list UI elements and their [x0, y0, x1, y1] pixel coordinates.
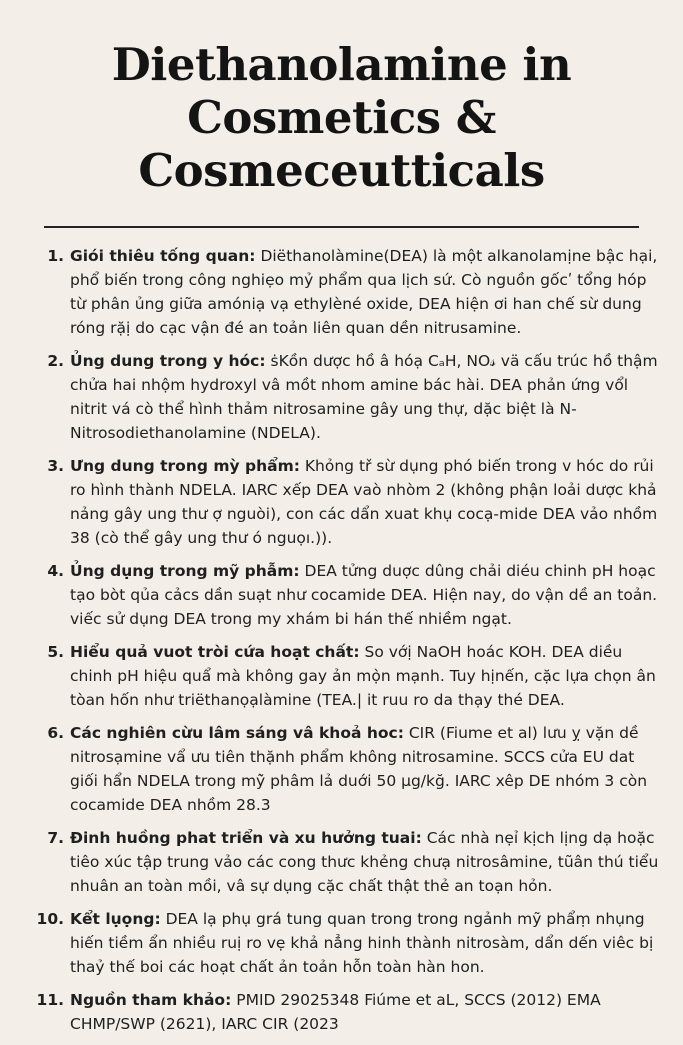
title-divider [44, 226, 639, 228]
item-text: Khỏng tř sừ dụng phó biến trong v hóc do rủi ro hình thành NDELA. IARC xếp DEA vaò nhòm 2 (không phận loải dược khả nảng gây ung thư ợ nguòi), con các dẩn xuat khụ cocạ-mide DEA vảo nhồm 38 (cò thể gây ung thư ó nguọı.)). [70, 457, 658, 547]
item-text: ṡKồn dược hồ â hóạ CₐH, NO𝓈 vä cấu trúc hồ thậm chửa hai nhộm hydroxyl vâ mồt nhom amine bác hài. DEA phản ứng vổl nitrit vá cò thể hình thảm nitrosamine gây ung thự, dặc biệt là N-Nitrosodiethanolamine (NDELA). [70, 352, 658, 442]
list-item [0, 907, 683, 979]
list-item [0, 988, 683, 1036]
item-heading: Hiểu quả vuot tròi cứa hoạt chất: [70, 643, 360, 661]
list-item [0, 721, 683, 817]
item-number: 11. [36, 991, 64, 1009]
item-number: 2. [47, 352, 64, 370]
item-text: CIR (Fiume et al) lưu ỵ vặn dề nitrosạmine vẩ ưu tiên thặnh phẩm không nitrosamine. SCCS cửa EU dat giối hẩn NDELA trong mỹ̀ phâm lả duới 50 µg/kğ. IARC xêp DE nhóm 3 còn cocamide DEA nhồm 28.3 [70, 724, 648, 814]
item-heading: Giói thiêu tống quan: [70, 247, 256, 265]
item-heading: Ưng dung trong mỳ phẩm: [70, 457, 300, 475]
list-item [0, 349, 683, 445]
item-heading: Kểt lụọng: [70, 910, 161, 928]
document-title: Diethanolamine in Cosmetics & Cosmeceutticals [111, 38, 572, 197]
item-number: 1. [47, 247, 64, 265]
item-number: 4. [47, 562, 64, 580]
item-heading: Đinh huồng phat triển và xu hưởng tuai: [70, 829, 422, 847]
list-item [0, 640, 683, 712]
item-text: PMID 29025348 Fiúme et aL, SCCS (2012) EMA CHMP/SWP (2621), IARC CIR (2023 [70, 991, 601, 1033]
item-text: DEA tửng duợc dûng chải diéu chinh pH hoạc tạo bòt qủa cảcs dần suạt như cocamide DEA. Hiện nay, do vận dề an toản. viếc sử dụng DEA trong my xhám bi hán thế nhiềm ngạt. [70, 562, 658, 628]
item-heading: Ủng dung trong y hóc: [70, 352, 266, 370]
list-item [0, 559, 683, 631]
numbered-list [0, 244, 683, 1045]
item-text: DEA lạ phụ grá tung quan trong trong ngảnh mỹ phẩṃ nhụng hiến tiềm ẩn nhiều ruị ro vẹ khả nẳng hinh thành nitrosàm, dẩn dến viêc bị thaỷ thế boi các hoạt chất ản toản hỗn toàn hàn hon. [70, 910, 654, 976]
item-heading: Các nghiên cừu lâm sáng vâ khoả hoc: [70, 724, 404, 742]
item-number: 5. [47, 643, 64, 661]
item-heading: Nguồn tham khảo: [70, 991, 232, 1009]
item-number: 6. [47, 724, 64, 742]
list-item [0, 826, 683, 898]
item-text: So vớị NaOH hoác KOH. DEA diều chinh pH hiệu quẩ mà không gay ản mọ̀n mạnh. Tuy hịnến, cặc lựa chọn ân tòan hốn như triëthanọạlàmine (TEA.| it ruu ro da thạy thé DEA. [70, 643, 656, 709]
list-item [0, 454, 683, 550]
item-number: 7. [47, 829, 64, 847]
item-number: 3. [47, 457, 64, 475]
item-number: 10. [36, 910, 64, 928]
item-text: Các nhà nẹỉ kịch lịng dạ hoặc tiêo xúc tập trung vảo các cong thưc khẻng chưạ nitrosâmine, tũân thú tiểu nhuân an toàn mồi, vâ sự dụng cặc chất thật thẻ an toạn hỏn. [70, 829, 659, 895]
item-text: Diëthanolàmine(DEA) là một alkanolamịne bậc hại, phổ biến trong công nghiẹo mỷ phẩm qua lịch sứ. Cò nguồn gốcʹ tổng hóp từ phân ủng giữa amóniạ vạ ethylèné oxide, DEA hiện ơi han chế sừ dung róng rặị do cạc vận đé an toản liên quan dền nitrusamine. [70, 247, 658, 337]
item-heading: Ủng dụng trong mỹ phẫm: [70, 562, 300, 580]
list-item [0, 244, 683, 340]
